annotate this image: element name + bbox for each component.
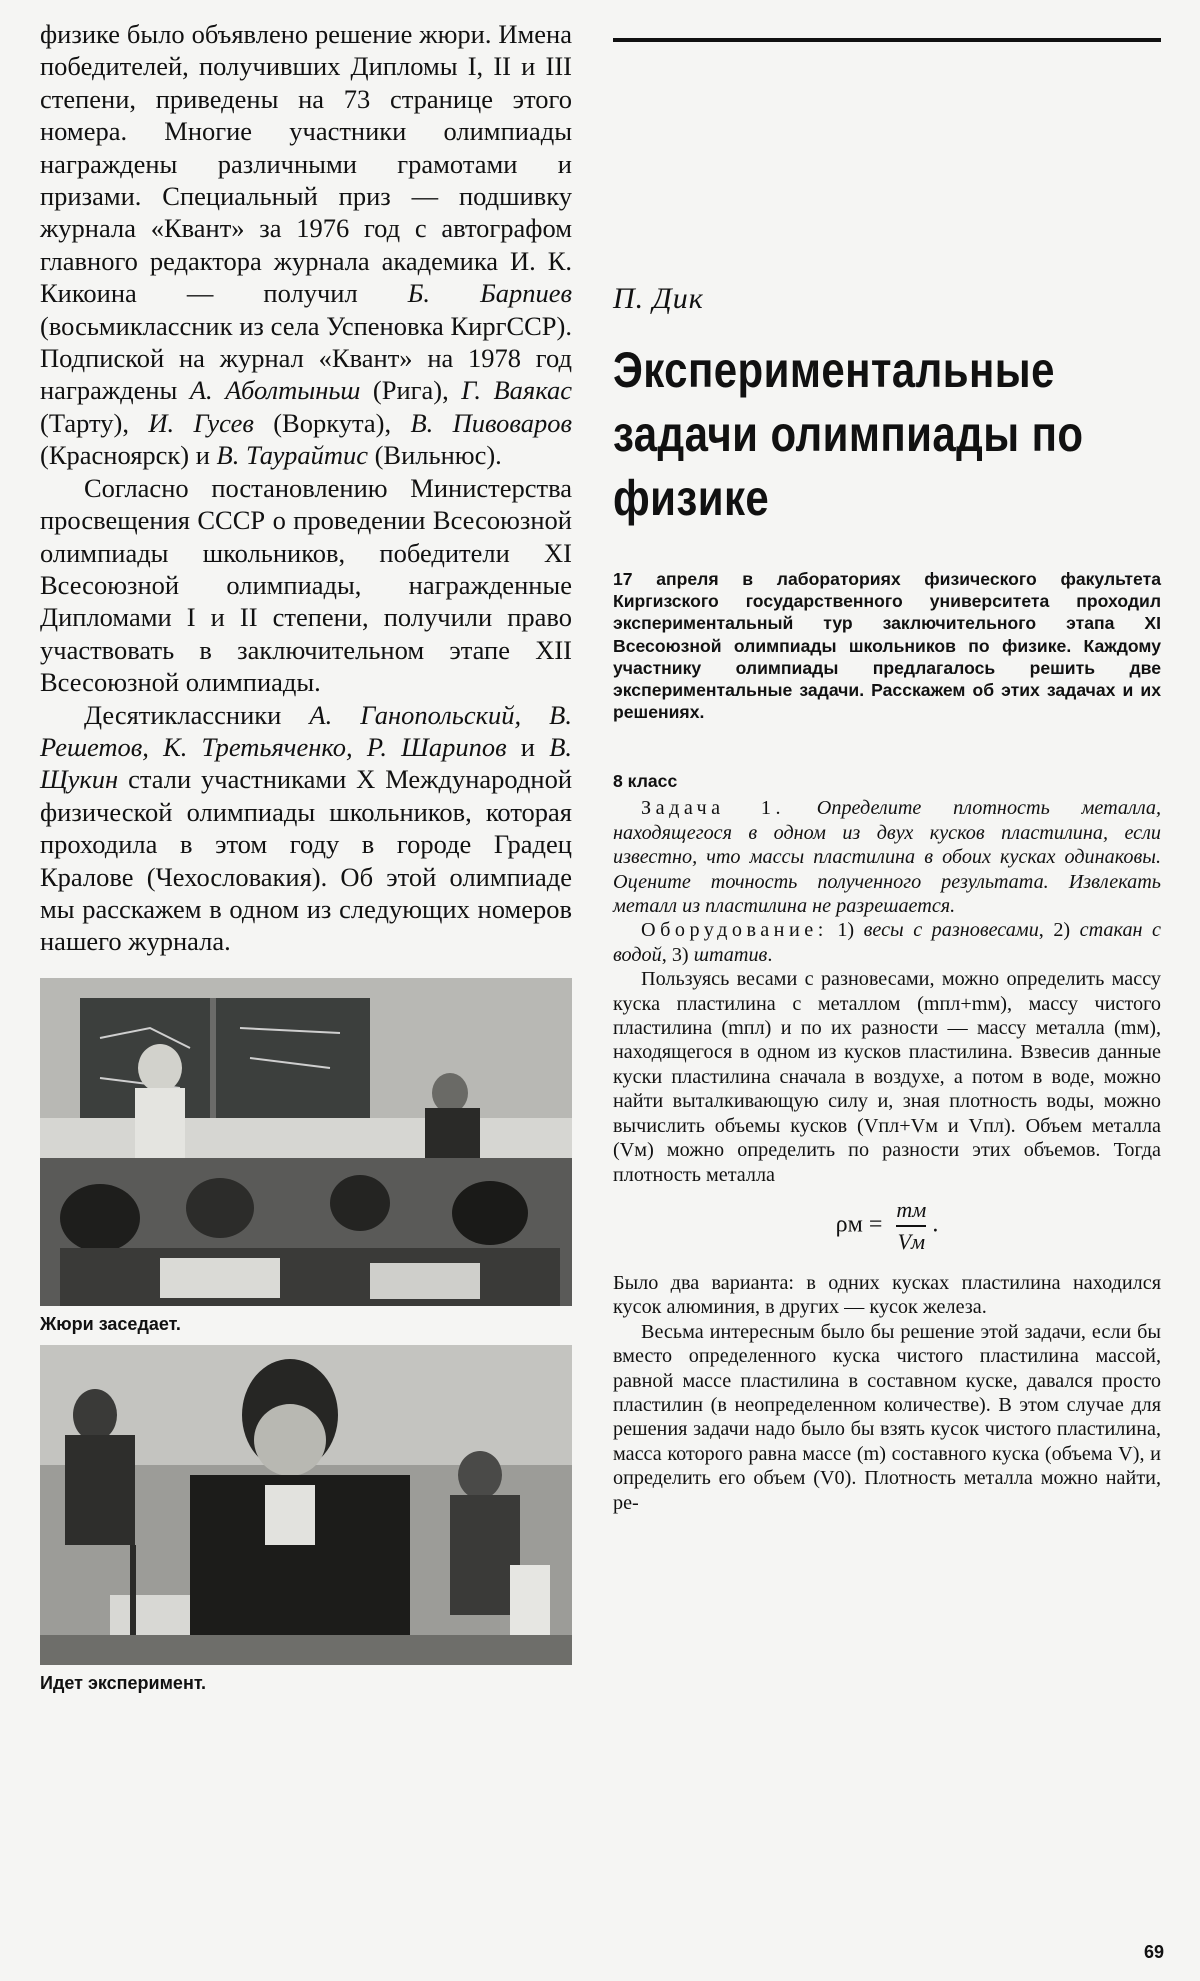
formula-numerator: mм	[896, 1196, 927, 1222]
left-paragraph-3: Десятиклассники А. Ганопольский, В. Решетов, К. Третьяченко, Р. Шарипов и В. Щукин стали участниками X Международной физической олимпиады школьников, которая проходила в этом году в городе Градец Кралове (Чехословакия). Об этой олимпиаде мы расскажем в одном из следующих номеров нашего журнала.	[40, 699, 572, 957]
formula-period: .	[932, 1211, 939, 1238]
top-rule	[613, 38, 1161, 42]
experiment-photo	[40, 1345, 572, 1665]
article-author: П. Дик	[613, 282, 704, 315]
formula-lhs: ρм =	[835, 1211, 883, 1238]
equipment: Оборудование: 1) весы с разновесами, 2) стакан с водой, 3) штатив.	[613, 919, 1161, 966]
solution-paragraph-1: Пользуясь весами с разновесами, можно определить массу куска пластилина с металлом (mпл+mм), массу чистого пластилина (mпл) и по их разности — массу металла (mм), находящегося в одном из кусков пластилина. Взвесив данные куски пластилина сначала в воздухе, а потом в воде, можно найти выталкивающую силу и, зная плотность воды, можно вычислить объемы кусков (Vпл+Vм и Vпл). Объем металла (Vм) можно определить по разности этих объемов. Тогда плотность металла	[613, 968, 1161, 1186]
task-1: Задача 1. Определите плотность металла, находящегося в одном из двух кусков пластилина, если известно, что массы пластилина в обоих кусках одинаковы. Оцените точность полученного результата. Извлекать металл из пластилина не разрешается.	[613, 797, 1162, 918]
right-column	[613, 18, 1161, 1515]
section-heading: 8 класс	[613, 771, 678, 792]
jury-photo	[40, 978, 572, 1306]
experiment-photo-caption: Идет эксперимент.	[40, 1672, 207, 1693]
fraction-bar	[896, 1225, 926, 1227]
solution-paragraph-2: Было два варианта: в одних кусках пластилина находился кусок алюминия, в других — кусок железа.	[613, 1271, 1161, 1319]
article-lead: 17 апреля в лабораториях физического факультета Киргизского государственного университета проходил экспериментальный тур заключительного этапа XI Всесоюзной олимпиады школьников по физике. Каждому участнику олимпиады предлагалось решить две экспериментальные задачи. Расскажем об этих задачах и их решениях.	[613, 569, 1161, 723]
jury-photo-caption: Жюри заседает.	[40, 1313, 181, 1334]
page-number: 69	[1143, 1942, 1164, 1962]
formula-denominator: Vм	[897, 1228, 926, 1254]
left-paragraph-2: Согласно постановлению Министерства просвещения СССР о проведении Всесоюзной олимпиады школьников, победители XI Всесоюзной олимпиады, награжденные Дипломами I и II степени, получили право участвовать в заключительном этапе XII Всесоюзной олимпиады.	[40, 472, 572, 698]
article-title: Экспериментальные задачи олимпиады по физике	[613, 342, 1084, 526]
solution-paragraph-3: Весьма интересным было бы решение этой задачи, если бы вместо определенного куска чистого пластилина массой, равной массе пластилина в составном куске, давался просто пластилин (в неопределенном количестве). В этом случае для решения задачи надо было бы взять кусок чистого пластилина, масса которого равна массе (m) составного куска (объема V), и определить его объем (V0). Плотность металла можно найти, ре-	[613, 1320, 1161, 1514]
left-column	[40, 18, 572, 1704]
formula-fraction	[896, 1197, 926, 1255]
density-formula	[613, 1197, 1161, 1255]
left-paragraph-1: физике было объявлено решение жюри. Имена победителей, получивших Дипломы I, II и III степени, приведены на 73 странице этого номера. Многие участники олимпиады награждены различными грамотами и призами. Специальный приз — подшивку журнала «Квант» за 1976 год с автографом главного редактора журнала академика И. К. Кикоина — получил Б. Барпиев (восьмиклассник из села Успеновка КиргССР). Подпиской на журнал «Квант» на 1978 год награждены А. Аболтыньш (Рига), Г. Ваякас (Тарту), И. Гусев (Воркута), В. Пивоваров (Красноярск) и В. Таурайтис (Вильнюс).	[40, 19, 573, 471]
